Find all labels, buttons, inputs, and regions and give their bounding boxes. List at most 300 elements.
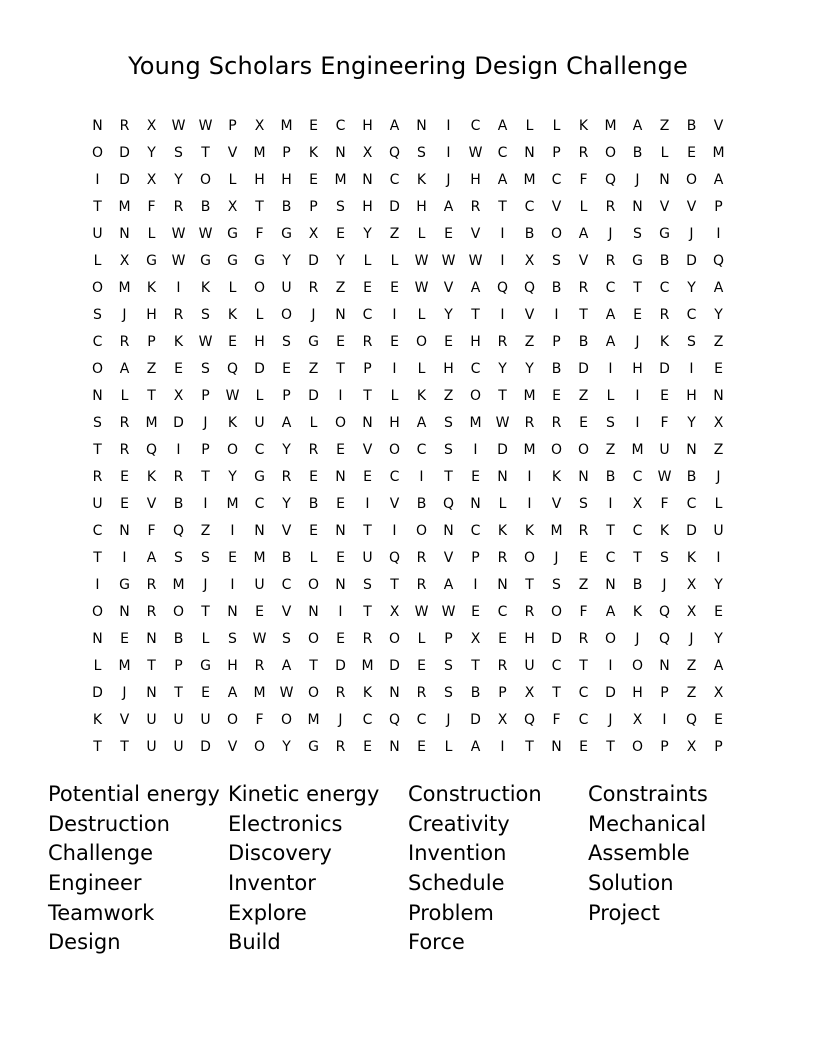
- grid-letter: A: [281, 657, 292, 674]
- grid-letter: Z: [146, 360, 157, 377]
- word-list-item: Discovery: [228, 841, 332, 866]
- grid-letter: M: [118, 657, 131, 674]
- grid-letter: W: [252, 630, 267, 647]
- grid-letter: J: [635, 630, 640, 647]
- grid-letter: M: [523, 171, 536, 188]
- grid-letter: B: [686, 117, 697, 134]
- word-list: [48, 780, 768, 958]
- grid-letter: T: [93, 549, 102, 566]
- grid-letter: Q: [523, 711, 536, 728]
- grid-letter: C: [470, 522, 481, 539]
- grid-letter: P: [309, 198, 318, 215]
- letter-grid: [84, 112, 732, 760]
- grid-letter: Z: [200, 522, 211, 539]
- grid-letter: I: [554, 306, 559, 323]
- grid-row: [84, 220, 732, 247]
- grid-letter: D: [578, 360, 589, 377]
- grid-letter: N: [335, 468, 346, 485]
- word-list-item: Construction: [408, 782, 542, 806]
- grid-letter: N: [605, 576, 616, 593]
- grid-row: [84, 166, 732, 193]
- grid-letter: P: [174, 657, 183, 674]
- grid-letter: L: [93, 657, 102, 674]
- grid-letter: I: [500, 225, 505, 242]
- grid-letter: S: [201, 360, 210, 377]
- grid-letter: E: [336, 225, 345, 242]
- grid-letter: W: [468, 144, 483, 161]
- grid-letter: V: [659, 198, 670, 215]
- grid-letter: I: [716, 225, 721, 242]
- grid-letter: N: [362, 414, 373, 431]
- word-list-item: Assemble: [588, 841, 690, 866]
- grid-letter: J: [608, 225, 613, 242]
- grid-letter: E: [363, 738, 372, 755]
- grid-letter: I: [716, 549, 721, 566]
- grid-letter: D: [470, 711, 481, 728]
- grid-letter: I: [392, 522, 397, 539]
- grid-letter: R: [119, 333, 130, 350]
- grid-letter: R: [335, 738, 346, 755]
- grid-letter: Q: [685, 711, 698, 728]
- grid-letter: O: [550, 225, 563, 242]
- word-list-item: Inventor: [228, 871, 316, 896]
- grid-letter: T: [147, 657, 156, 674]
- grid-letter: G: [254, 252, 265, 269]
- grid-letter: S: [282, 630, 291, 647]
- grid-letter: Y: [147, 144, 156, 161]
- grid-letter: G: [254, 468, 265, 485]
- grid-letter: R: [497, 549, 508, 566]
- grid-letter: O: [685, 171, 698, 188]
- grid-letter: G: [281, 225, 292, 242]
- grid-letter: A: [713, 171, 724, 188]
- grid-letter: V: [227, 738, 238, 755]
- grid-letter: V: [443, 549, 454, 566]
- grid-letter: O: [307, 630, 320, 647]
- grid-letter: R: [254, 657, 265, 674]
- word-list-item: Electronics: [228, 811, 343, 836]
- grid-letter: N: [146, 684, 157, 701]
- grid-row: [84, 112, 732, 139]
- grid-letter: M: [307, 711, 320, 728]
- grid-letter: T: [390, 576, 399, 593]
- grid-row: [84, 625, 732, 652]
- grid-letter: J: [338, 711, 343, 728]
- grid-letter: G: [200, 252, 211, 269]
- grid-letter: L: [120, 387, 129, 404]
- grid-letter: U: [173, 738, 184, 755]
- grid-letter: L: [417, 630, 426, 647]
- grid-letter: K: [416, 171, 427, 188]
- grid-letter: T: [363, 522, 372, 539]
- grid-letter: G: [308, 738, 319, 755]
- grid-letter: Z: [578, 576, 589, 593]
- grid-letter: G: [227, 252, 238, 269]
- grid-letter: W: [414, 279, 429, 296]
- grid-letter: M: [712, 144, 725, 161]
- grid-letter: I: [527, 468, 532, 485]
- word-list-item: Constraints: [588, 782, 708, 806]
- grid-letter: R: [551, 414, 562, 431]
- grid-letter: A: [713, 279, 724, 296]
- grid-letter: P: [714, 738, 723, 755]
- grid-letter: P: [660, 738, 669, 755]
- grid-letter: W: [495, 414, 510, 431]
- word-list-item: Potential energy: [48, 782, 220, 806]
- grid-letter: H: [254, 333, 265, 350]
- grid-letter: R: [146, 603, 157, 620]
- grid-letter: S: [93, 414, 102, 431]
- grid-letter: R: [416, 576, 427, 593]
- grid-letter: E: [255, 603, 264, 620]
- grid-letter: C: [416, 441, 427, 458]
- grid-letter: N: [497, 468, 508, 485]
- grid-letter: W: [657, 468, 672, 485]
- grid-row: [84, 409, 732, 436]
- grid-letter: O: [415, 522, 428, 539]
- grid-letter: W: [414, 252, 429, 269]
- grid-letter: N: [335, 522, 346, 539]
- grid-letter: R: [497, 333, 508, 350]
- grid-letter: Y: [714, 576, 723, 593]
- grid-letter: A: [713, 657, 724, 674]
- grid-letter: N: [659, 171, 670, 188]
- grid-letter: X: [686, 738, 697, 755]
- grid-letter: C: [551, 657, 562, 674]
- grid-letter: S: [282, 333, 291, 350]
- grid-letter: R: [605, 198, 616, 215]
- grid-letter: Y: [282, 441, 291, 458]
- grid-letter: V: [119, 711, 130, 728]
- grid-letter: E: [390, 279, 399, 296]
- grid-letter: T: [93, 738, 102, 755]
- grid-letter: A: [389, 117, 400, 134]
- grid-letter: T: [120, 738, 129, 755]
- grid-letter: H: [416, 198, 427, 215]
- grid-letter: T: [444, 468, 453, 485]
- grid-letter: H: [281, 171, 292, 188]
- grid-letter: A: [470, 279, 481, 296]
- grid-letter: X: [254, 117, 265, 134]
- grid-letter: F: [660, 495, 669, 512]
- grid-letter: T: [201, 468, 210, 485]
- grid-letter: U: [200, 711, 211, 728]
- grid-letter: L: [309, 549, 318, 566]
- grid-letter: P: [201, 387, 210, 404]
- word-list-item: Mechanical: [588, 811, 707, 836]
- grid-letter: D: [389, 198, 400, 215]
- grid-letter: I: [230, 576, 235, 593]
- grid-row: [84, 733, 732, 760]
- grid-letter: Q: [658, 603, 671, 620]
- grid-letter: D: [92, 684, 103, 701]
- grid-letter: J: [662, 576, 667, 593]
- grid-letter: R: [578, 630, 589, 647]
- grid-letter: Z: [443, 387, 454, 404]
- grid-letter: O: [604, 630, 617, 647]
- grid-letter: A: [497, 171, 508, 188]
- grid-letter: A: [605, 333, 616, 350]
- grid-letter: L: [255, 387, 264, 404]
- grid-letter: T: [93, 441, 102, 458]
- grid-letter: R: [92, 468, 103, 485]
- grid-letter: E: [228, 333, 237, 350]
- grid-letter: S: [228, 630, 237, 647]
- grid-letter: Q: [388, 711, 401, 728]
- grid-letter: Z: [686, 657, 697, 674]
- grid-letter: T: [336, 360, 345, 377]
- grid-row: [84, 247, 732, 274]
- grid-row: [84, 598, 732, 625]
- grid-letter: B: [416, 495, 427, 512]
- grid-letter: U: [92, 225, 103, 242]
- grid-letter: M: [361, 657, 374, 674]
- grid-letter: A: [632, 117, 643, 134]
- grid-letter: I: [473, 576, 478, 593]
- grid-letter: S: [606, 414, 615, 431]
- grid-letter: B: [551, 360, 562, 377]
- grid-letter: W: [171, 225, 186, 242]
- grid-letter: T: [633, 279, 642, 296]
- grid-letter: N: [578, 468, 589, 485]
- grid-letter: N: [551, 738, 562, 755]
- grid-row: [84, 436, 732, 463]
- grid-letter: N: [659, 657, 670, 674]
- grid-letter: K: [146, 279, 157, 296]
- grid-letter: O: [199, 171, 212, 188]
- grid-letter: S: [444, 657, 453, 674]
- grid-letter: M: [145, 414, 158, 431]
- grid-letter: N: [119, 225, 130, 242]
- grid-letter: X: [497, 711, 508, 728]
- grid-letter: E: [660, 387, 669, 404]
- grid-letter: P: [471, 549, 480, 566]
- grid-letter: L: [255, 306, 264, 323]
- grid-letter: Z: [524, 333, 535, 350]
- grid-letter: C: [335, 117, 346, 134]
- grid-letter: L: [363, 252, 372, 269]
- grid-letter: Q: [172, 522, 185, 539]
- grid-letter: R: [416, 684, 427, 701]
- grid-letter: T: [147, 387, 156, 404]
- grid-letter: J: [446, 171, 451, 188]
- grid-letter: S: [174, 144, 183, 161]
- grid-letter: U: [146, 738, 157, 755]
- grid-letter: D: [497, 441, 508, 458]
- grid-letter: J: [554, 549, 559, 566]
- grid-letter: N: [227, 603, 238, 620]
- grid-letter: I: [689, 360, 694, 377]
- grid-letter: H: [227, 657, 238, 674]
- grid-letter: T: [255, 198, 264, 215]
- grid-letter: T: [471, 306, 480, 323]
- grid-letter: N: [92, 387, 103, 404]
- grid-letter: U: [146, 711, 157, 728]
- grid-letter: E: [120, 630, 129, 647]
- grid-letter: P: [147, 333, 156, 350]
- grid-letter: S: [417, 144, 426, 161]
- grid-letter: N: [146, 630, 157, 647]
- grid-letter: L: [390, 252, 399, 269]
- grid-letter: M: [631, 441, 644, 458]
- grid-letter: S: [687, 333, 696, 350]
- grid-letter: M: [604, 117, 617, 134]
- grid-letter: E: [363, 279, 372, 296]
- grid-letter: X: [470, 630, 481, 647]
- grid-letter: X: [362, 144, 373, 161]
- grid-letter: T: [606, 738, 615, 755]
- grid-letter: L: [714, 495, 723, 512]
- grid-letter: F: [552, 711, 561, 728]
- grid-letter: Z: [686, 684, 697, 701]
- grid-row: [84, 382, 732, 409]
- grid-letter: E: [282, 360, 291, 377]
- grid-letter: O: [550, 603, 563, 620]
- grid-letter: S: [201, 549, 210, 566]
- grid-letter: F: [660, 414, 669, 431]
- grid-letter: R: [524, 603, 535, 620]
- grid-letter: N: [470, 495, 481, 512]
- grid-letter: L: [390, 387, 399, 404]
- grid-letter: Y: [687, 279, 696, 296]
- grid-letter: O: [388, 441, 401, 458]
- grid-letter: O: [334, 414, 347, 431]
- grid-letter: T: [579, 657, 588, 674]
- grid-letter: C: [497, 144, 508, 161]
- grid-letter: E: [120, 495, 129, 512]
- grid-letter: B: [605, 468, 616, 485]
- grid-letter: C: [578, 684, 589, 701]
- grid-letter: W: [198, 333, 213, 350]
- grid-letter: W: [171, 117, 186, 134]
- grid-letter: N: [524, 144, 535, 161]
- grid-letter: T: [633, 549, 642, 566]
- grid-letter: H: [443, 360, 454, 377]
- grid-letter: A: [146, 549, 157, 566]
- grid-letter: W: [441, 603, 456, 620]
- grid-letter: G: [308, 333, 319, 350]
- grid-letter: L: [93, 252, 102, 269]
- grid-letter: Y: [282, 252, 291, 269]
- grid-letter: E: [417, 657, 426, 674]
- grid-letter: I: [392, 306, 397, 323]
- grid-letter: R: [578, 522, 589, 539]
- grid-letter: K: [146, 468, 157, 485]
- grid-letter: W: [414, 603, 429, 620]
- grid-letter: O: [415, 333, 428, 350]
- grid-letter: R: [173, 306, 184, 323]
- grid-letter: N: [389, 684, 400, 701]
- grid-letter: Y: [525, 360, 534, 377]
- grid-letter: C: [524, 198, 535, 215]
- grid-letter: X: [146, 117, 157, 134]
- grid-letter: K: [551, 468, 562, 485]
- grid-letter: R: [335, 684, 346, 701]
- grid-letter: J: [446, 711, 451, 728]
- grid-letter: A: [119, 360, 130, 377]
- grid-letter: C: [470, 360, 481, 377]
- grid-letter: G: [200, 657, 211, 674]
- grid-letter: N: [632, 198, 643, 215]
- grid-letter: Z: [713, 441, 724, 458]
- grid-letter: O: [280, 711, 293, 728]
- grid-letter: E: [309, 522, 318, 539]
- grid-letter: L: [498, 495, 507, 512]
- word-list-item: Explore: [228, 900, 307, 925]
- grid-letter: R: [119, 441, 130, 458]
- grid-letter: R: [119, 414, 130, 431]
- grid-letter: L: [309, 414, 318, 431]
- grid-letter: E: [120, 468, 129, 485]
- grid-letter: F: [147, 198, 156, 215]
- grid-letter: G: [632, 252, 643, 269]
- grid-letter: E: [228, 549, 237, 566]
- grid-letter: A: [416, 414, 427, 431]
- grid-letter: P: [228, 117, 237, 134]
- grid-letter: R: [281, 468, 292, 485]
- grid-letter: I: [176, 279, 181, 296]
- grid-letter: E: [471, 603, 480, 620]
- grid-letter: M: [172, 576, 185, 593]
- grid-letter: D: [686, 522, 697, 539]
- grid-letter: Y: [714, 306, 723, 323]
- grid-letter: H: [470, 333, 481, 350]
- grid-row: [84, 139, 732, 166]
- grid-letter: T: [525, 576, 534, 593]
- grid-letter: O: [523, 549, 536, 566]
- grid-letter: T: [309, 657, 318, 674]
- grid-letter: L: [228, 279, 237, 296]
- grid-letter: T: [201, 603, 210, 620]
- grid-letter: R: [659, 306, 670, 323]
- grid-letter: D: [605, 684, 616, 701]
- grid-letter: T: [363, 387, 372, 404]
- grid-letter: I: [608, 495, 613, 512]
- grid-letter: I: [500, 252, 505, 269]
- grid-letter: S: [579, 495, 588, 512]
- grid-letter: L: [552, 117, 561, 134]
- grid-letter: A: [605, 306, 616, 323]
- grid-letter: T: [606, 522, 615, 539]
- grid-letter: C: [686, 306, 697, 323]
- grid-letter: P: [660, 684, 669, 701]
- grid-letter: C: [389, 468, 400, 485]
- grid-letter: C: [551, 171, 562, 188]
- grid-letter: G: [146, 252, 157, 269]
- grid-letter: M: [469, 414, 482, 431]
- grid-letter: E: [417, 738, 426, 755]
- grid-letter: T: [579, 306, 588, 323]
- grid-letter: X: [389, 603, 400, 620]
- grid-letter: N: [362, 171, 373, 188]
- grid-letter: F: [255, 225, 264, 242]
- grid-letter: O: [307, 684, 320, 701]
- grid-letter: L: [147, 225, 156, 242]
- grid-letter: K: [659, 522, 670, 539]
- grid-letter: A: [497, 117, 508, 134]
- grid-letter: K: [497, 522, 508, 539]
- grid-letter: X: [632, 711, 643, 728]
- grid-letter: P: [552, 333, 561, 350]
- grid-letter: N: [119, 522, 130, 539]
- grid-letter: D: [551, 630, 562, 647]
- grid-letter: V: [389, 495, 400, 512]
- grid-letter: N: [92, 117, 103, 134]
- grid-letter: S: [336, 198, 345, 215]
- grid-letter: V: [281, 603, 292, 620]
- grid-letter: U: [254, 414, 265, 431]
- grid-letter: I: [230, 522, 235, 539]
